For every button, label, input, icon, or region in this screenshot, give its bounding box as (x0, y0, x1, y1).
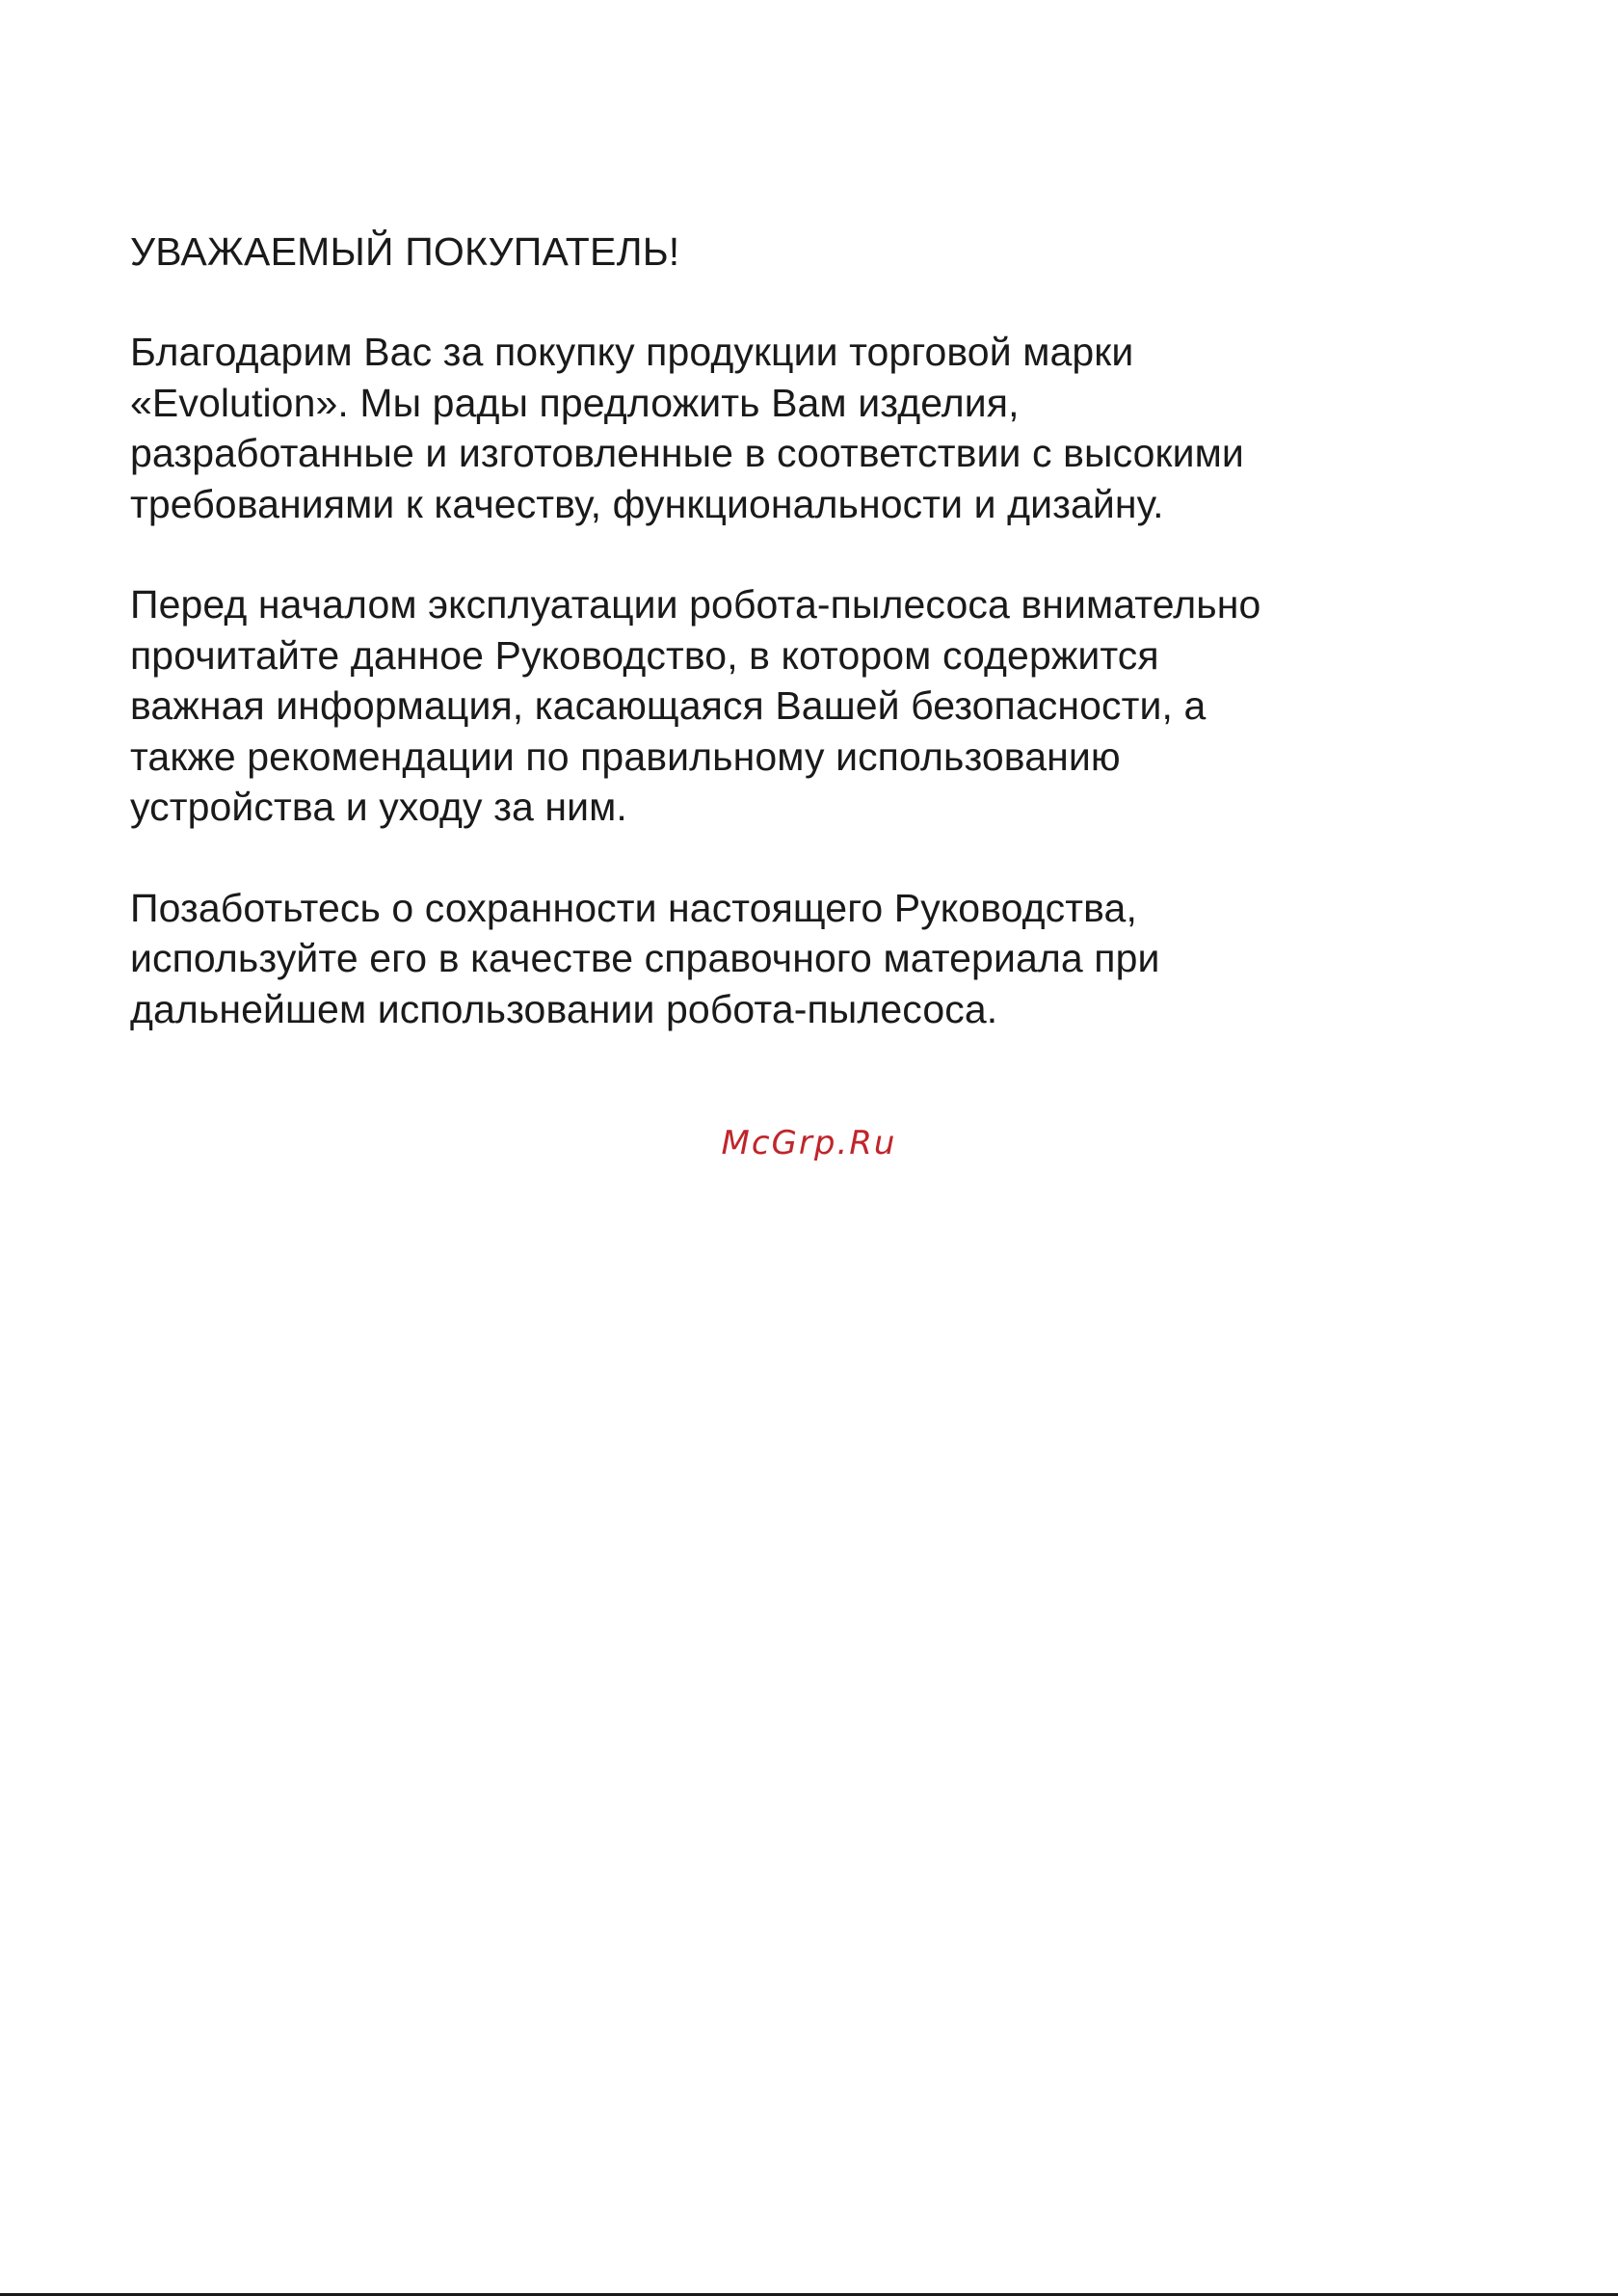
keep-manual-paragraph: Позаботьтесь о сохранности настоящего Руководства, используйте его в качестве справочного материала при дальнейшем использовании робота-пылесоса. (130, 885, 1160, 1031)
instructions-paragraph: Перед началом эксплуатации робота-пылесоса внимательно прочитайте данное Руководство, в котором содержится важная информация, касающаяся Вашей безопасности, а также рекомендации по правильному использованию устройства и уходу за ним. (130, 582, 1261, 829)
watermark-text: McGrp.Ru (721, 1124, 897, 1162)
greeting-heading: УВАЖАЕМЫЙ ПОКУПАТЕЛЬ! (130, 229, 680, 274)
thanks-paragraph: Благодарим Вас за покупку продукции торговой марки «Evolution». Мы рады предложить Вам изделия, разработанные и изготовленные в соответствии с высокими требованиями к качеству, функциональности и дизайну. (130, 330, 1244, 526)
document-body (130, 227, 1518, 1084)
